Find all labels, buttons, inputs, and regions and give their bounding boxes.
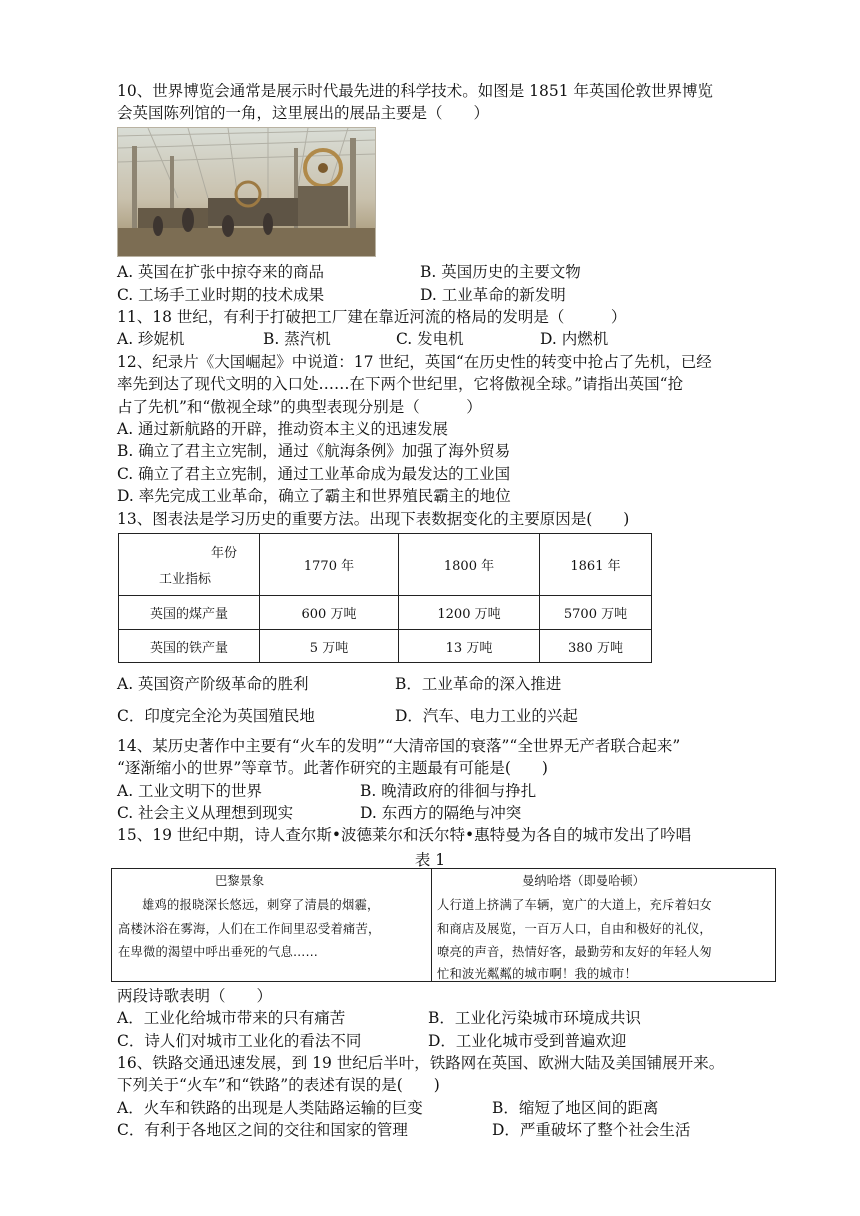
q12-stem-line1: 12、纪录片《大国崛起》中说道：17 世纪，英国“在历史性的转变中抢占了先机，已经	[117, 353, 712, 371]
q13-option-b: B．工业革命的深入推进	[395, 675, 562, 693]
poem-paris-line: 雄鸡的报晓深长悠远，刺穿了清晨的烟霾，	[142, 898, 380, 912]
iron-1770: 5 万吨	[260, 630, 399, 663]
q10-option-d: D. 工业革命的新发明	[420, 286, 566, 304]
q14-stem-line2: “逐渐缩小的世界”等章节。此著作研究的主题最有可能是( )	[117, 759, 548, 777]
q15-stem: 15、19 世纪中期，诗人查尔斯•波德莱尔和沃尔特•惠特曼为各自的城市发出了吟唱	[117, 826, 692, 844]
poem-manhattan-line: 嘹亮的声音，热情好客，最勤劳和友好的年轻人匆	[437, 945, 712, 959]
coal-1770: 600 万吨	[260, 596, 399, 630]
q16-stem-line1: 16、铁路交通迅速发展，到 19 世纪后半叶，铁路网在英国、欧洲大陆及美国铺展开来。	[117, 1054, 725, 1072]
q15-option-b: B．工业化污染城市环境成共识	[428, 1009, 641, 1027]
q11-stem: 11、18 世纪，有利于打破把工厂建在靠近河流的格局的发明是（ ）	[117, 308, 627, 326]
q14-option-a: A. 工业文明下的世界	[117, 782, 263, 800]
q12-option-c: C. 确立了君主立宪制，通过工业革命成为最发达的工业国	[117, 465, 511, 483]
q14-option-c: C. 社会主义从理想到现实	[117, 804, 294, 822]
q12-option-b: B. 确立了君主立宪制，通过《航海条例》加强了海外贸易	[117, 442, 511, 460]
poem-manhattan-line: 和商店及展览，一百万人口，自由和极好的礼仪，	[437, 922, 712, 936]
q15-option-a: A．工业化给城市带来的只有痛苦	[117, 1009, 346, 1027]
table-row	[119, 630, 652, 663]
table-row	[119, 596, 652, 630]
q13-option-c: C．印度完全沦为英国殖民地	[117, 707, 315, 725]
poem-manhattan-title: 曼纳哈塔（即曼哈顿）	[522, 874, 645, 888]
poem-manhattan-line: 忙和波光粼粼的城市啊！我的城市！	[437, 967, 637, 981]
q10-stem-line2: 会英国陈列馆的一角，这里展出的展品主要是（ ）	[117, 104, 490, 122]
header-indicator: 工业指标	[159, 572, 212, 587]
poem-paris-line: 高楼沐浴在雾海，人们在工作间里忍受着痛苦，	[118, 922, 381, 936]
q12-option-a: A. 通过新航路的开辟，推动资本主义的迅速发展	[117, 420, 449, 438]
year-1800: 1800 年	[399, 534, 540, 596]
iron-1800: 13 万吨	[399, 630, 540, 663]
row-label-coal: 英国的煤产量	[119, 596, 260, 630]
poem-table	[111, 868, 776, 982]
q14-stem-line1: 14、某历史著作中主要有“火车的发明”“大清帝国的衰落”“全世界无产者联合起来”	[117, 737, 681, 755]
poem-paris-title: 巴黎景象	[215, 874, 265, 888]
q15-option-d: D．工业化城市受到普遍欢迎	[428, 1032, 627, 1050]
q16-option-d: D．严重破坏了整个社会生活	[492, 1121, 691, 1139]
poem-manhattan-line: 人行道上挤满了车辆，宽广的大道上，充斥着妇女	[437, 898, 712, 912]
poem-paris-cell	[112, 869, 432, 981]
q16-option-b: B．缩短了地区间的距离	[492, 1099, 659, 1117]
q10-option-c: C. 工场手工业时期的技术成果	[117, 286, 325, 304]
q15-after: 两段诗歌表明（ ）	[117, 987, 273, 1005]
q16-option-a: A．火车和铁路的出现是人类陆路运输的巨变	[117, 1099, 423, 1117]
q10-option-a: A. 英国在扩张中掠夺来的商品	[117, 263, 325, 281]
q13-data-table	[118, 533, 652, 663]
q12-stem-line3: 占了先机”和“傲视全球”的典型表现分别是（ ）	[117, 398, 482, 416]
q11-option-c: C. 发电机	[396, 330, 464, 348]
q15-option-c: C．诗人们对城市工业化的看法不同	[117, 1032, 362, 1050]
q10-stem-line1: 10、世界博览会通常是展示时代最先进的科学技术。如图是 1851 年英国伦敦世界博览	[117, 82, 714, 100]
q14-option-b: B. 晚清政府的徘徊与挣扎	[360, 782, 537, 800]
q14-option-d: D. 东西方的隔绝与冲突	[360, 804, 522, 822]
q13-stem: 13、图表法是学习历史的重要方法。出现下表数据变化的主要原因是( )	[117, 510, 630, 528]
q10-option-b: B. 英国历史的主要文物	[420, 263, 581, 281]
table-header-cell	[119, 534, 260, 596]
q11-option-a: A. 珍妮机	[117, 330, 185, 348]
header-year: 年份	[210, 546, 237, 561]
q16-stem-line2: 下列关于“火车”和“铁路”的表述有误的是( )	[117, 1076, 440, 1094]
q12-option-d: D. 率先完成工业革命，确立了霸主和世界殖民霸主的地位	[117, 487, 511, 505]
iron-1861: 380 万吨	[540, 630, 652, 663]
q11-option-b: B. 蒸汽机	[263, 330, 331, 348]
year-1861: 1861 年	[540, 534, 652, 596]
coal-1861: 5700 万吨	[540, 596, 652, 630]
table-caption: 表 1	[414, 851, 446, 869]
year-1770: 1770 年	[260, 534, 399, 596]
q12-stem-line2: 率先到达了现代文明的入口处……在下两个世纪里，它将傲视全球。”请指出英国“抢	[117, 375, 684, 393]
q11-option-d: D. 内燃机	[540, 330, 609, 348]
row-label-iron: 英国的铁产量	[119, 630, 260, 663]
exhibition-photo	[117, 127, 376, 257]
q16-option-c: C．有利于各地区之间的交往和国家的管理	[117, 1121, 408, 1139]
q13-option-d: D．汽车、电力工业的兴起	[395, 707, 578, 725]
poem-manhattan-cell	[432, 869, 775, 981]
coal-1800: 1200 万吨	[399, 596, 540, 630]
poem-paris-line: 在卑微的渴望中呼出垂死的气息……	[118, 945, 318, 959]
q13-option-a: A. 英国资产阶级革命的胜利	[117, 675, 309, 693]
